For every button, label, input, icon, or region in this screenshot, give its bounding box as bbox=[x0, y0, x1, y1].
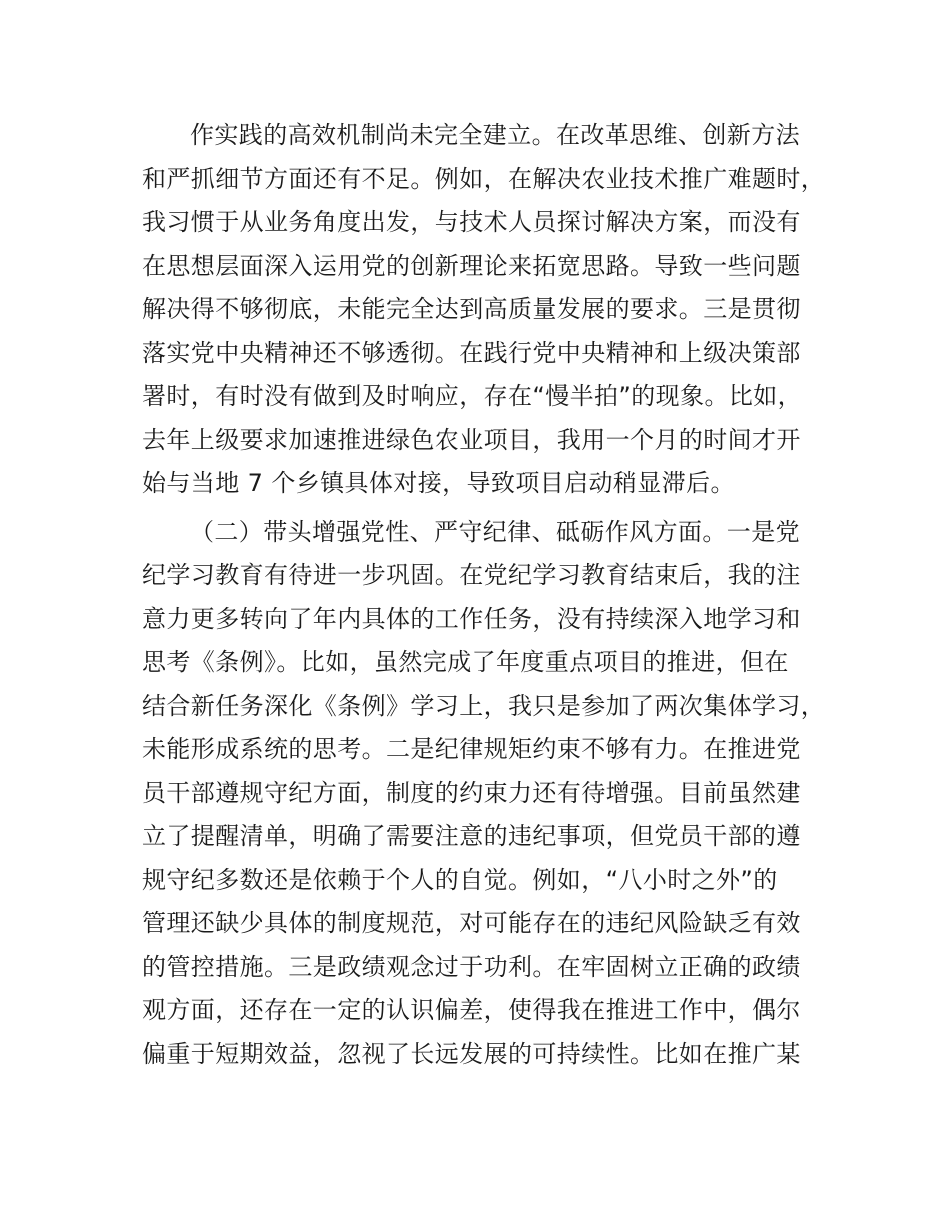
text-line: 解决得不够彻底，未能完全达到高质量发展的要求。三是贯彻 bbox=[142, 295, 801, 323]
text-line: 观方面，还存在一定的认识偏差，使得我在推进工作中，偶尔 bbox=[142, 996, 801, 1024]
text-line: 始与当地 7 个乡镇具体对接，导致项目启动稍显滞后。 bbox=[142, 469, 735, 497]
text-line: 署时，有时没有做到及时响应，存在“慢半拍”的现象。比如， bbox=[142, 382, 803, 410]
text-line: 去年上级要求加速推进绿色农业项目，我用一个月的时间才开 bbox=[142, 425, 801, 454]
text-line: 未能形成系统的思考。二是纪律规矩约束不够有力。在推进党 bbox=[142, 735, 801, 763]
text-line: 员干部遵规守纪方面，制度的约束力还有待增强。目前虽然建 bbox=[142, 778, 801, 807]
text-line: 和严抓细节方面还有不足。例如，在解决农业技术推广难题时， bbox=[142, 164, 826, 193]
text-line: 意力更多转向了年内具体的工作任务，没有持续深入地学习和 bbox=[142, 604, 801, 633]
document-body bbox=[142, 114, 842, 1076]
text-line: 思考《条例》。比如，虽然完成了年度重点项目的推进，但在 bbox=[142, 648, 789, 676]
text-line: 的管控措施。三是政绩观念过于功利。在牢固树立正确的政绩 bbox=[142, 952, 801, 981]
text-line: 管理还缺少具体的制度规范，对可能存在的违纪风险缺乏有效 bbox=[142, 909, 801, 937]
text-line: 结合新任务深化《条例》学习上，我只是参加了两次集体学习， bbox=[142, 691, 826, 720]
text-line: （二）带头增强党性、严守纪律、砥砺作风方面。一是党 bbox=[190, 517, 800, 546]
text-line: 在思想层面深入运用党的创新理论来拓宽思路。导致一些问题 bbox=[142, 251, 801, 280]
text-line: 立了提醒清单，明确了需要注意的违纪事项，但党员干部的遵 bbox=[142, 822, 801, 850]
paragraph-1 bbox=[142, 114, 842, 506]
paragraph-2 bbox=[142, 511, 842, 1077]
text-line: 规守纪多数还是依赖于个人的自觉。例如，“八小时之外”的 bbox=[142, 865, 778, 894]
text-line: 偏重于短期效益，忽视了长远发展的可持续性。比如在推广某 bbox=[142, 1039, 801, 1068]
text-line: 我习惯于从业务角度出发，与技术人员探讨解决方案，而没有 bbox=[142, 208, 801, 236]
text-line: 作实践的高效机制尚未完全建立。在改革思维、创新方法 bbox=[190, 121, 800, 149]
text-line: 落实党中央精神还不够透彻。在践行党中央精神和上级决策部 bbox=[142, 338, 801, 367]
text-line: 纪学习教育有待进一步巩固。在党纪学习教育结束后，我的注 bbox=[142, 561, 801, 589]
